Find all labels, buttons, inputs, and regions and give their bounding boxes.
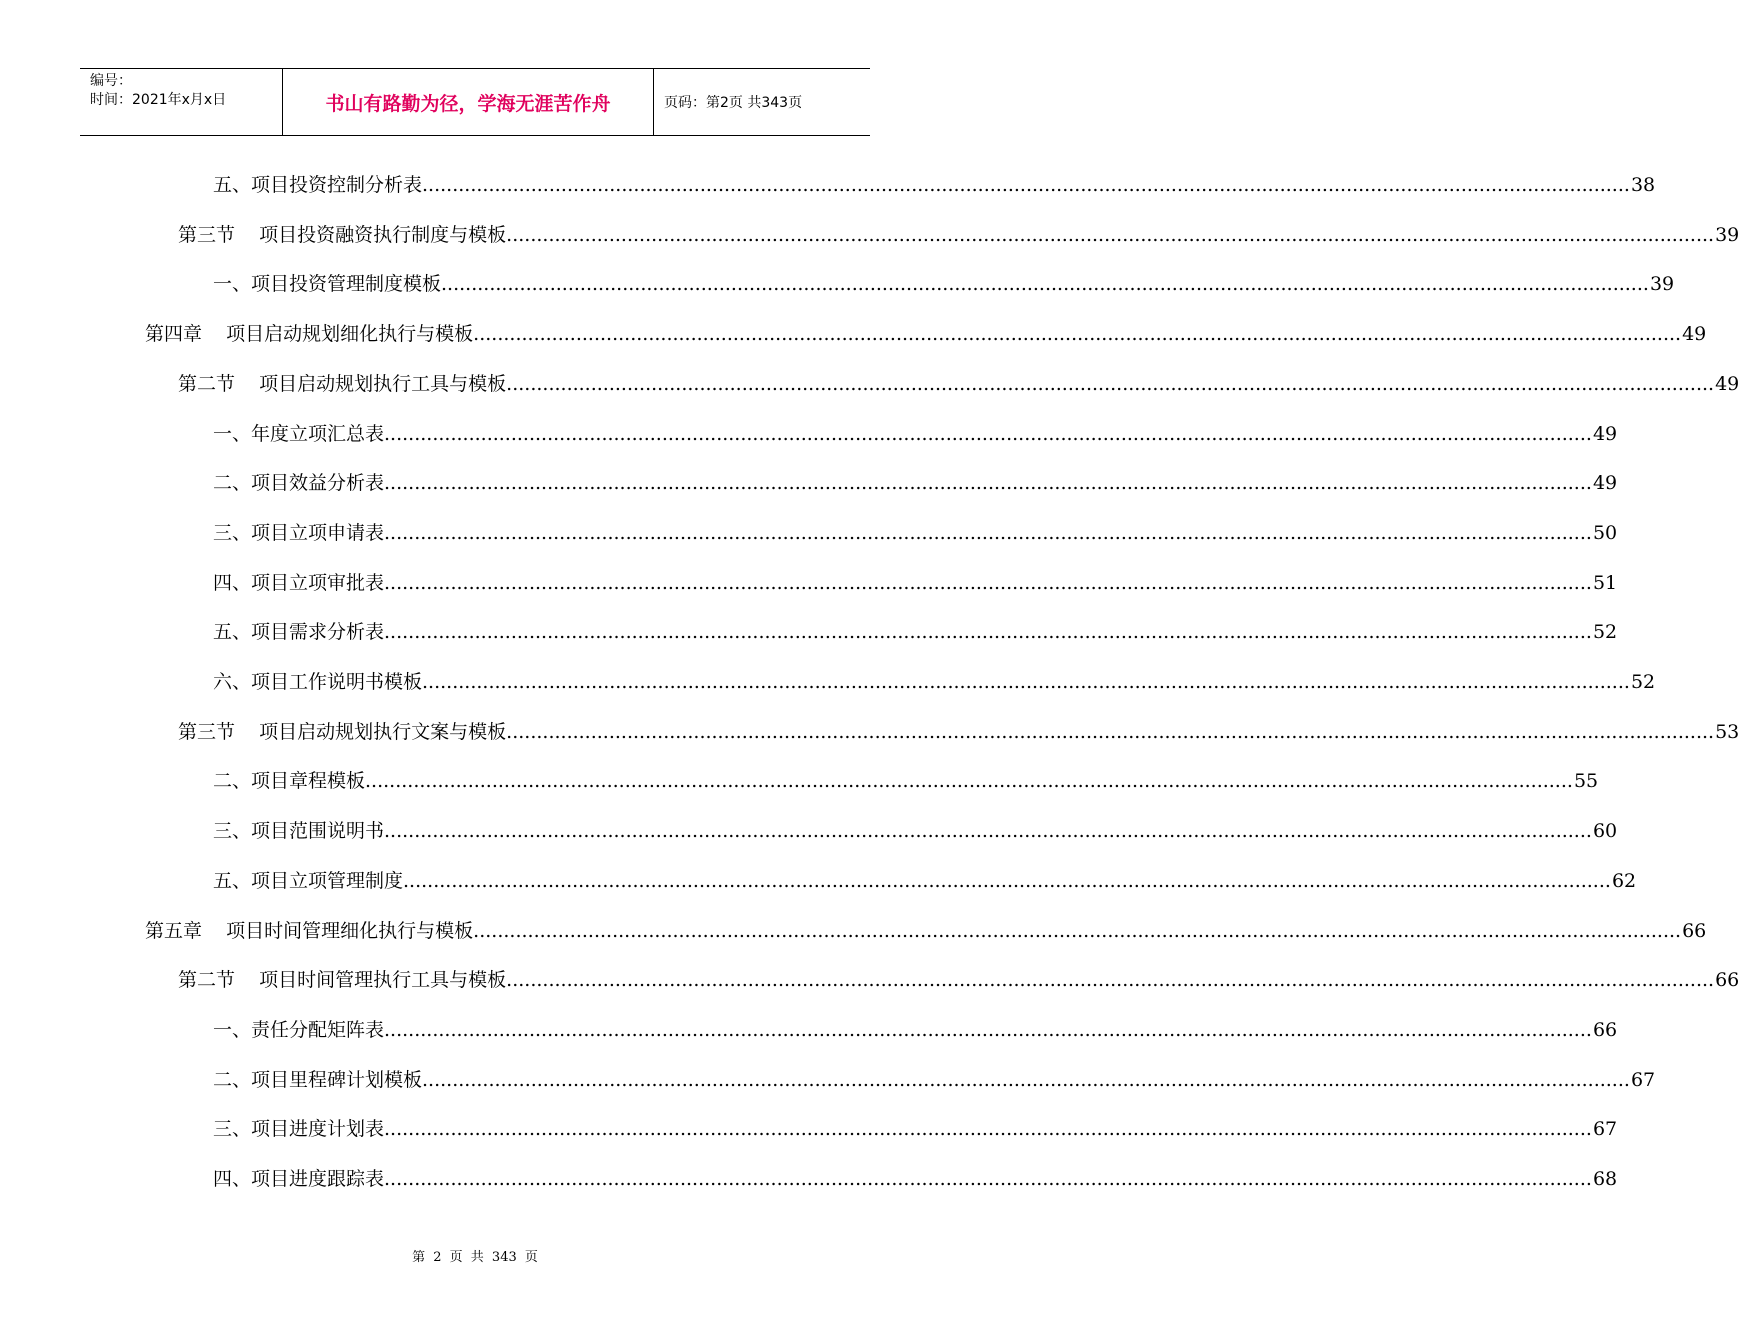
toc-entry-title: 第五章 项目时间管理细化执行与模板 <box>145 919 474 942</box>
toc-entry-title: 第三节 项目投资融资执行制度与模板 <box>178 223 507 246</box>
toc-entry-page: 68 <box>1592 1168 1618 1190</box>
toc-entry[interactable] <box>0 955 1739 1005</box>
toc-leader-dots: ........................................................................................................................................................................................................ <box>473 919 1682 942</box>
toc-entry[interactable] <box>0 1005 1618 1055</box>
toc-entry-page: 66 <box>1715 969 1739 992</box>
toc-entry[interactable] <box>0 906 1707 956</box>
toc-entry-page: 67 <box>1630 1068 1656 1091</box>
toc-leader-dots: ........................................................................................................................................................................................................ <box>384 1118 1592 1141</box>
toc-entry[interactable] <box>0 458 1618 508</box>
toc-leader-dots: ........................................................................................................................................................................................................ <box>441 273 1649 296</box>
toc-leader-dots: ........................................................................................................................................................................................................ <box>506 372 1715 395</box>
toc-entry-page: 53 <box>1715 720 1739 743</box>
toc-entry[interactable] <box>0 558 1618 608</box>
toc-leader-dots: ........................................................................................................................................................................................................ <box>384 820 1592 843</box>
toc-entry-page: 50 <box>1592 521 1618 544</box>
toc-leader-dots: ........................................................................................................................................................................................................ <box>422 671 1630 693</box>
toc-entry-page: 39 <box>1649 273 1675 296</box>
toc-leader-dots: ........................................................................................................................................................................................................ <box>506 969 1715 992</box>
toc-leader-dots: ........................................................................................................................................................................................................ <box>384 1018 1592 1041</box>
toc-entry[interactable] <box>0 508 1618 558</box>
toc-leader-dots: ........................................................................................................................................................................................................ <box>384 521 1592 544</box>
toc-entry[interactable] <box>0 359 1739 409</box>
header-page-info: 页码：第2页 共343页 <box>664 95 803 111</box>
toc-entry[interactable] <box>0 210 1739 260</box>
toc-entry-title: 第二节 项目启动规划执行工具与模板 <box>178 372 507 395</box>
toc-entry-title: 五、项目立项管理制度 <box>213 869 404 892</box>
toc-leader-dots: ........................................................................................................................................................................................................ <box>384 571 1592 594</box>
toc-entry[interactable] <box>0 309 1707 359</box>
toc-entry[interactable] <box>0 806 1618 856</box>
toc-entry-title: 二、项目章程模板 <box>213 770 366 793</box>
toc-entry-page: 49 <box>1715 372 1739 395</box>
toc-entry-title: 三、项目进度计划表 <box>213 1118 385 1141</box>
toc-leader-dots: ........................................................................................................................................................................................................ <box>422 1068 1630 1091</box>
toc-entry-title: 五、项目投资控制分析表 <box>213 174 423 196</box>
toc-entry-title: 第三节 项目启动规划执行文案与模板 <box>178 720 507 743</box>
toc-entry[interactable] <box>0 259 1675 309</box>
toc-entry[interactable] <box>0 856 1637 906</box>
toc-entry[interactable] <box>0 1055 1656 1105</box>
toc-entry-title: 一、项目投资管理制度模板 <box>213 273 442 296</box>
toc-entry-page: 60 <box>1592 820 1618 843</box>
toc-entry-page: 38 <box>1630 174 1656 196</box>
toc-leader-dots: ........................................................................................................................................................................................................ <box>384 621 1592 644</box>
toc-entry-title: 一、年度立项汇总表 <box>213 422 385 445</box>
toc-entry[interactable] <box>0 607 1618 657</box>
toc-entry[interactable] <box>0 756 1599 806</box>
toc-leader-dots: ........................................................................................................................................................................................................ <box>422 174 1630 196</box>
toc-entry-page: 62 <box>1611 869 1637 892</box>
toc-leader-dots: ........................................................................................................................................................................................................ <box>365 770 1573 793</box>
toc-entry[interactable] <box>0 160 1656 210</box>
toc-entry-page: 66 <box>1682 919 1707 942</box>
toc-entry-title: 六、项目工作说明书模板 <box>213 671 423 693</box>
toc-entry-page: 52 <box>1592 621 1618 644</box>
page-footer: 第 2 页 共 343 页 <box>412 1250 538 1265</box>
toc-leader-dots: ........................................................................................................................................................................................................ <box>473 323 1682 346</box>
toc-entry-page: 49 <box>1592 422 1618 445</box>
toc-leader-dots: ........................................................................................................................................................................................................ <box>384 422 1592 445</box>
toc-leader-dots: ........................................................................................................................................................................................................ <box>384 472 1592 495</box>
header-left-cell <box>80 69 282 135</box>
toc-entry-title: 三、项目立项申请表 <box>213 521 385 544</box>
toc-entry-page: 52 <box>1630 671 1656 693</box>
toc-entry-title: 三、项目范围说明书 <box>213 820 385 843</box>
toc-entry-title: 一、责任分配矩阵表 <box>213 1018 385 1041</box>
toc-entry-title: 五、项目需求分析表 <box>213 621 385 644</box>
toc-entry-title: 四、项目进度跟踪表 <box>213 1168 385 1190</box>
toc-entry-page: 51 <box>1592 571 1618 594</box>
toc-entry[interactable] <box>0 1154 1618 1204</box>
toc-entry-page: 67 <box>1592 1118 1618 1141</box>
toc-entry[interactable] <box>0 657 1656 707</box>
toc-entry-title: 二、项目效益分析表 <box>213 472 385 495</box>
toc-leader-dots: ........................................................................................................................................................................................................ <box>506 223 1715 246</box>
time-label: 时间：2021年x月x日 <box>90 92 227 108</box>
toc-leader-dots: ........................................................................................................................................................................................................ <box>403 869 1611 892</box>
toc-entry-title: 第二节 项目时间管理执行工具与模板 <box>178 969 507 992</box>
page-header <box>80 68 870 136</box>
toc-entry-page: 55 <box>1573 770 1599 793</box>
toc-entry-page: 39 <box>1715 223 1739 246</box>
toc-entry-title: 第四章 项目启动规划细化执行与模板 <box>145 323 474 346</box>
toc-entry[interactable] <box>0 707 1739 757</box>
toc-entry-page: 49 <box>1682 323 1707 346</box>
toc-entry[interactable] <box>0 1104 1618 1154</box>
toc-leader-dots: ........................................................................................................................................................................................................ <box>506 720 1715 743</box>
toc-leader-dots: ........................................................................................................................................................................................................ <box>384 1168 1592 1190</box>
toc-entry[interactable] <box>0 409 1618 459</box>
header-motto: 书山有路勤为径，学海无涯苦作舟 <box>282 69 654 135</box>
serial-label: 编号： <box>90 73 132 89</box>
toc-entry-page: 66 <box>1592 1018 1618 1041</box>
toc-entry-title: 四、项目立项审批表 <box>213 571 385 594</box>
toc-entry-title: 二、项目里程碑计划模板 <box>213 1068 423 1091</box>
toc-entry-page: 49 <box>1592 472 1618 495</box>
